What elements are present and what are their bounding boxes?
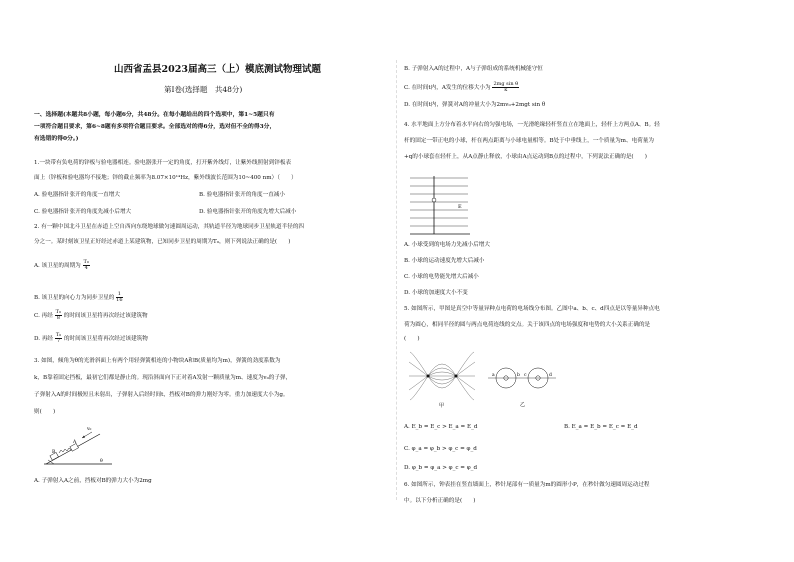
q4-stem-3: +q的小球套在轻杆上，从A点静止释放，小球由A点运动到B点的过程中，下列说法正确的是( ) (404, 154, 647, 160)
q3-option-c: C. 在时间t内，A发生的位移大小为 $\frac{\text{2mg sin θ}}{k}$ (404, 81, 519, 93)
q6-stem-2: 中。以下分析正确的是( ) (404, 498, 476, 504)
q5-option-a: A. E_b = E_c > E_a = E_d (404, 424, 478, 430)
label-a: a (492, 373, 495, 378)
q5-option-b: B. E_a = E_b = E_c = E_d (564, 424, 638, 430)
q2-stem-1: 2. 有一颗中国北斗卫星在赤道上空自西向东绕地球做匀速圆周运动，其轨道半径为地球同步卫星轨道半径的四 (34, 224, 305, 230)
label-e: E (458, 204, 462, 210)
q3-stem-3: 子弹射入A的时间极短且未射出，子弹射入后经时间t，挡板对B的弹力刚好为零。重力加速度大小为g。 (34, 392, 289, 398)
section-instructions-1: 一、选择题(本题共8小题，每小题6分，共48分。在每小题给出的四个选项中，第1~5题只有 (34, 112, 275, 118)
charge-left (427, 375, 430, 378)
q4-option-a: A. 小球受到的电场力先减小后增大 (404, 242, 490, 248)
charge-right (455, 375, 458, 378)
q5-option-d: D. φ_b = φ_a > φ_c = φ_d (404, 465, 478, 471)
q1-stem-2: 面上（锌板和验电器均不接地；锌的截止频率为8.07×10¹⁴Hz，紫外线波长范围为10~400 nm）（ ） (34, 175, 297, 181)
q2-stem-2: 分之一。某时刻该卫星正好经过赤道上某建筑物，已知同步卫星的周期为T₀，则下列说法正确的是( ) (34, 239, 291, 245)
q5-stem-2: 荷为圆心，相同半径的圆与两点电荷连线的交点。关于该四点的电场强度和电势的大小关系正确的是 (404, 322, 651, 328)
exam-title: 山西省盂县2023届高三（上）模底测试物理试题 (114, 64, 321, 75)
q4-option-d: D. 小球的加速度大小不变 (404, 290, 468, 296)
q4-stem-2: 杆的固定一带正电的小球，杆在两点距离与小球电量相等。B处于中垂线上，一个质量为m、电荷量为 (404, 138, 654, 144)
q1-option-c: C. 验电器指针张开的角度先减小后增大 (34, 209, 132, 215)
exam-subtitle: 第Ⅰ卷(选择题 共48分) (164, 85, 243, 94)
label-d: d (549, 373, 552, 378)
two-circles-figure (486, 360, 558, 410)
q2-option-d: D. 再经 $\frac{\text{T₀}}{7}$ 的时间该卫星将再次经过该建筑物 (34, 332, 148, 344)
label-theta: θ (100, 459, 103, 464)
label-b: B (52, 450, 56, 455)
label-v0: v₀ (87, 427, 92, 432)
q3-option-a: A. 子弹射入A之前，挡板对B的弹力大小为2mg (34, 478, 152, 484)
q1-option-b: B. 验电器指针张开的角度一直减小 (199, 192, 285, 198)
label-b: b (517, 373, 520, 378)
label-a: A (73, 440, 77, 445)
label-c: c (524, 373, 527, 378)
q2-option-a: A. 该卫星的周期为 $\frac{\text{T₀}}{4}$ (34, 259, 89, 271)
section-instructions-3: 有选错的得0分。) (34, 136, 79, 142)
q3-stem-1: 3. 如图，倾角为θ的光滑斜面上有两个用轻弹簧相连的小物块A和B(质量均为m)，弹簧的劲度系数为 (34, 358, 281, 364)
field-lines (410, 178, 468, 226)
q5-stem-1: 5. 如图所示，甲图是真空中等量异种点电荷的电场线分布图。乙图中a、b、c、d四点是以等量异种点电 (404, 306, 660, 312)
q1-stem-1: 1.一块带有负电荷的锌板与验电器相连。验电器张开一定的角度，打开紫外线灯，让紫外线照射到锌板表 (34, 160, 292, 166)
q5-stem-3: ( ) (404, 336, 420, 342)
dipole-field-lines (409, 352, 475, 400)
spring (59, 448, 71, 453)
q6-stem-1: 6. 如图所示，钟表挂在竖直墙面上，秒针尾部有一质量为m的圆形小P，在秒针做匀速圆周运动过程 (404, 482, 650, 488)
column-divider (396, 60, 397, 500)
q5-option-c: C. φ_a = φ_b > φ_c = φ_d (404, 446, 477, 452)
q4-stem-1: 4. 水平地面上方分布着水平向右的匀强电场，一光滑绝缘轻杆竖直立在地面上，轻杆上方两点A、B。轻 (404, 122, 660, 128)
q4-option-c: C. 小球的电势能先增大后减小 (404, 274, 479, 280)
label-jia: 甲 (439, 403, 445, 408)
q3-option-b: B. 子弹射入A的过程中，A与子弹组成的系统机械能守恒 (404, 66, 543, 72)
q3-stem-2: k，B靠着固定挡板，最初它们都是静止的。现沿斜面向下正对着A发射一颗质量为m、速度为v₀的子弹， (34, 375, 292, 381)
dipole-field-figure (408, 350, 476, 408)
q1-option-a: A. 验电器指针张开的角度一直增大 (34, 192, 120, 198)
electric-field-figure (408, 172, 472, 236)
section-instructions-2: 一项符合题目要求，第6~8题有多项符合题目要求。全部选对的得6分，选对但不全的得3分， (34, 124, 276, 130)
q4-option-b: B. 小球的运动速度先增大后减小 (404, 258, 485, 264)
q3-stem-4: 则( ) (34, 409, 56, 415)
q2-option-b: B. 该卫星的向心力为同步卫星的 $\frac{1}{16}$ (34, 291, 123, 303)
q1-option-d: D. 验电器指针张开的角度先增大后减小 (199, 209, 297, 215)
fixed-charge (432, 198, 436, 202)
q3-option-d: D. 在时间t内，弹簧对A的冲量大小为2mv₀+2mgt sin θ (404, 102, 546, 108)
label-yi: 乙 (520, 402, 526, 408)
bullet-arrowhead (82, 436, 85, 439)
incline-figure (42, 422, 114, 468)
q2-option-c: C. 再经 $\frac{\text{T₀}}{8}$ 的时间该卫星将再次经过该建筑物 (34, 309, 148, 321)
